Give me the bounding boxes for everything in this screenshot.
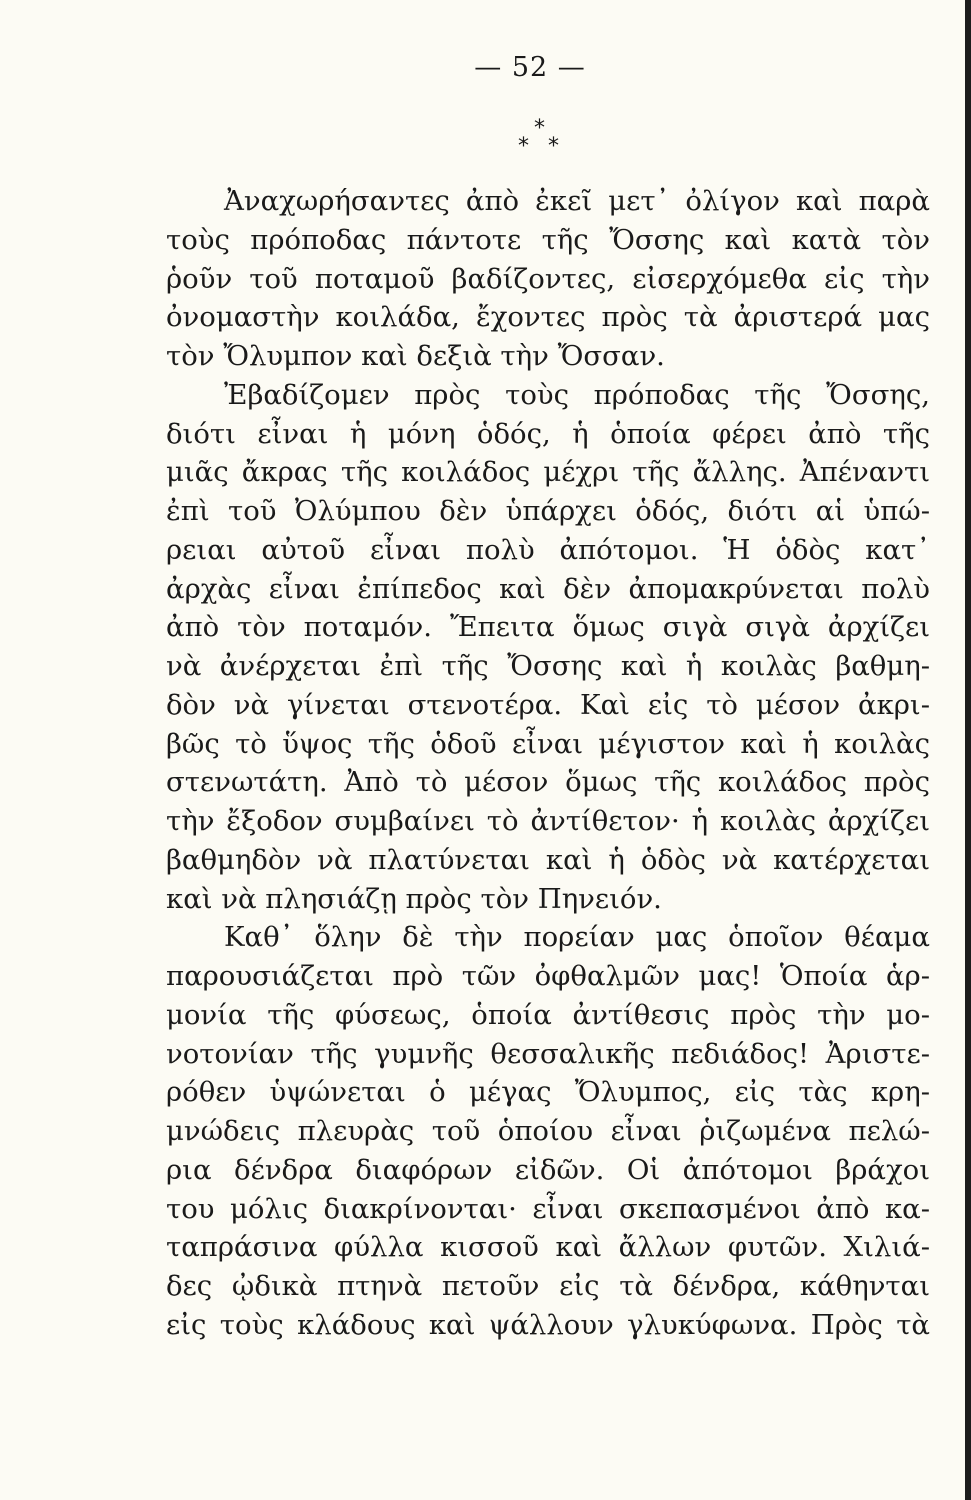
text-line: ταπράσινα φύλλα κισσοῦ καὶ ἄλλων φυτῶν. Χιλιά- (166, 1231, 930, 1264)
asterisk-glyph: * (548, 134, 559, 159)
body-text (166, 182, 930, 1345)
text-line: μιᾶς ἄκρας τῆς κοιλάδος μέχρι τῆς ἄλλης. Ἀπέναντι (166, 456, 930, 489)
asterism-ornament (514, 118, 574, 162)
text-line: μονία τῆς φύσεως, ὁποία ἀντίθεσις πρὸς τὴν μο- (166, 998, 930, 1031)
text-line: ρόθεν ὑψώνεται ὁ μέγας Ὄλυμπος, εἰς τὰς κρη- (166, 1076, 930, 1109)
text-line: καὶ νὰ πλησιάζῃ πρὸς τὸν Πηνειόν. (166, 882, 662, 915)
text-line: βαθμηδὸν νὰ πλατύνεται καὶ ἡ ὁδὸς νὰ κατέρχεται (166, 843, 930, 876)
text-line: εἰς τοὺς κλάδους καὶ ψάλλουν γλυκύφωνα. Πρὸς τὰ (166, 1308, 930, 1341)
text-line: τοὺς πρόποδας πάντοτε τῆς Ὄσσης καὶ κατὰ τὸν (166, 223, 930, 256)
text-line: ἀρχὰς εἶναι ἐπίπεδος καὶ δὲν ἀπομακρύνεται πολὺ (166, 572, 930, 605)
text-line: νὰ ἀνέρχεται ἐπὶ τῆς Ὄσσης καὶ ἡ κοιλὰς βαθμη- (166, 650, 930, 682)
text-line: τὴν ἔξοδον συμβαίνει τὸ ἀντίθετον· ἡ κοιλὰς ἀρχίζει (166, 805, 930, 837)
text-line: στενωτάτη. Ἀπὸ τὸ μέσον ὅμως τῆς κοιλάδος πρὸς (166, 766, 930, 799)
text-line: Ἀναχωρήσαντες ἀπὸ ἐκεῖ μετ᾽ ὀλίγον καὶ παρὰ (224, 185, 930, 217)
text-line: τὸν Ὄλυμπον καὶ δεξιὰ τὴν Ὄσσαν. (166, 340, 665, 372)
page-edge (965, 0, 971, 1500)
text-line: βῶς τὸ ὕψος τῆς ὁδοῦ εἶναι μέγιστον καὶ ἡ κοιλὰς (166, 727, 930, 760)
text-line: δὸν νὰ γίνεται στενοτέρα. Καὶ εἰς τὸ μέσον ἀκρι- (166, 688, 930, 721)
asterisk-glyph: * (518, 134, 529, 159)
text-line: νοτονίαν τῆς γυμνῆς θεσσαλικῆς πεδιάδος! Ἀριστε- (166, 1037, 930, 1070)
text-line: Ἐβαδίζομεν πρὸς τοὺς πρόποδας τῆς Ὄσσης, (224, 378, 930, 411)
text-line: ῥοῦν τοῦ ποταμοῦ βαδίζοντες, εἰσερχόμεθα εἰς τὴν (166, 262, 930, 295)
text-line: διότι εἶναι ἡ μόνη ὁδός, ἡ ὁποία φέρει ἀπὸ τῆς (166, 417, 930, 450)
text-line: του μόλις διακρίνονται· εἶναι σκεπασμένοι ἀπὸ κα- (166, 1192, 930, 1225)
text-line: ρια δένδρα διαφόρων εἰδῶν. Οἱ ἀπότομοι βράχοι (166, 1153, 930, 1186)
text-line: παρουσιάζεται πρὸ τῶν ὀφθαλμῶν μας! Ὁποία ἁρ- (166, 960, 930, 992)
text-line: μνώδεις πλευρὰς τοῦ ὁποίου εἶναι ῥιζωμένα πελώ- (166, 1115, 930, 1147)
text-line: ρειαι αὐτοῦ εἶναι πολὺ ἀπότομοι. Ἡ ὁδὸς κατ᾽ (166, 533, 930, 566)
page-number: — 52 — (474, 52, 586, 83)
text-line: ἐπὶ τοῦ Ὀλύμπου δὲν ὑπάρχει ὁδός, διότι αἱ ὑπώ- (166, 495, 930, 527)
asterisk-glyph: * (534, 116, 545, 141)
text-line: δες ᾠδικὰ πτηνὰ πετοῦν εἰς τὰ δένδρα, κάθηνται (166, 1270, 930, 1302)
text-line: ὀνομαστὴν κοιλάδα, ἔχοντες πρὸς τὰ ἀριστερά μας (166, 301, 930, 334)
text-line: Καθ᾽ ὅλην δὲ τὴν πορείαν μας ὁποῖον θέαμα (224, 921, 930, 954)
text-line: ἀπὸ τὸν ποταμόν. Ἔπειτα ὅμως σιγὰ σιγὰ ἀρχίζει (166, 611, 930, 644)
